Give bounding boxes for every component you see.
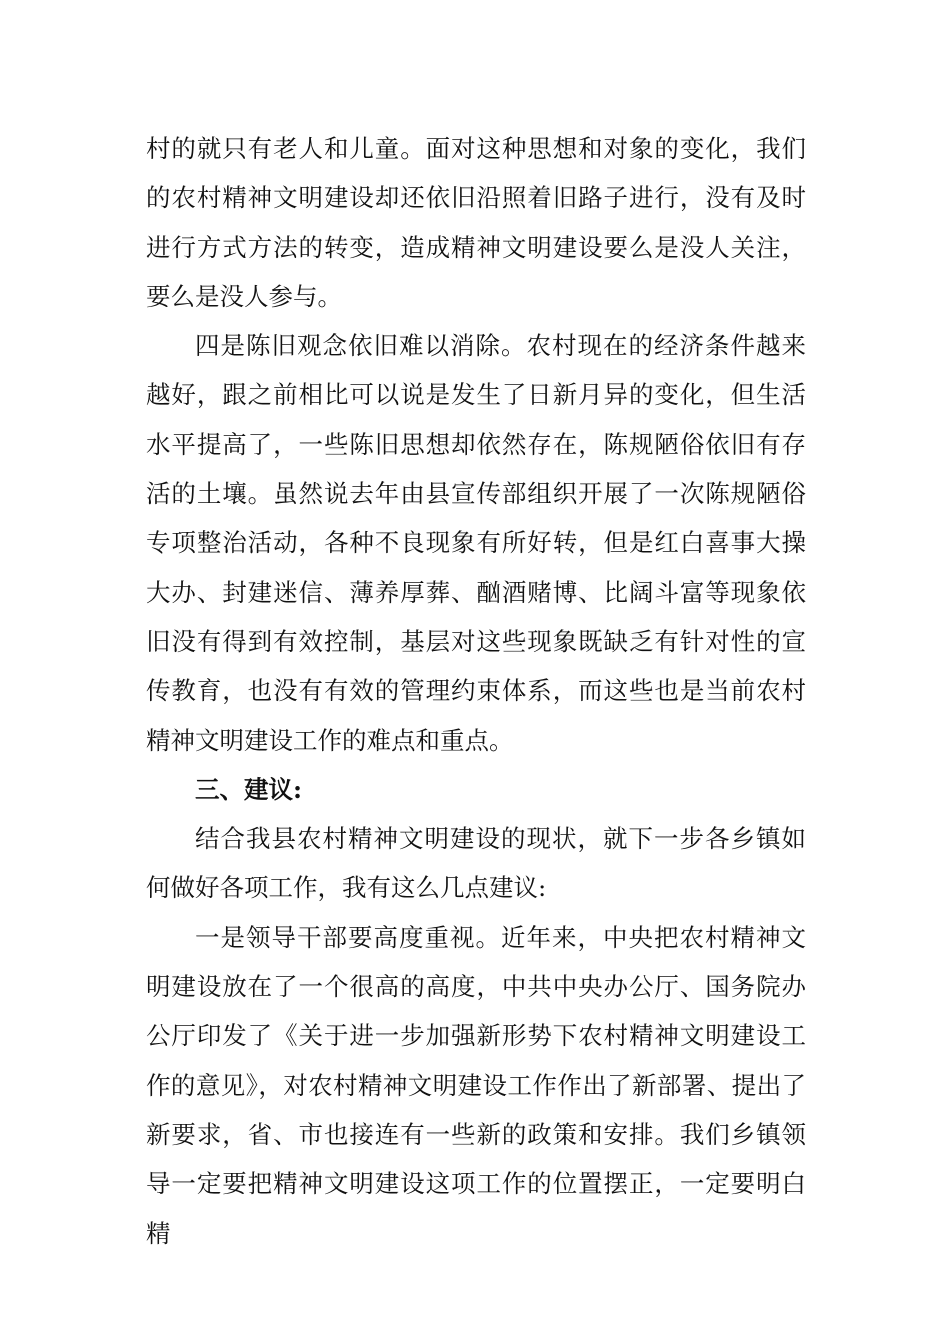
paragraph-continuation: 村的就只有老人和儿童。面对这种思想和对象的变化，我们的农村精神文明建设却还依旧沿照着旧路子进行，没有及时进行方式方法的转变，造成精神文明建设要么是没人关注，要么是没人参与。 [146, 134, 806, 311]
paragraph-point-four: 四是陈旧观念依旧难以消除。农村现在的经济条件越来越好，跟之前相比可以说是发生了日新月异的变化，但生活水平提高了，一些陈旧思想却依然存在，陈规陋俗依旧有存活的土壤。虽然说去年由县宣传部组织开展了一次陈规陋俗专项整治活动，各种不良现象有所好转，但是红白喜事大操大办、封建迷信、薄养厚葬、酗酒赌博、比阔斗富等现象依旧没有得到有效控制，基层对这些现象既缺乏有针对性的宣传教育，也没有有效的管理约束体系，而这些也是当前农村精神文明建设工作的难点和重点。 [146, 331, 806, 755]
paragraph-suggestions-intro: 结合我县农村精神文明建设的现状，就下一步各乡镇如何做好各项工作，我有这么几点建议: [146, 824, 806, 903]
document-body [146, 124, 806, 1258]
paragraph-point-one: 一是领导干部要高度重视。近年来，中央把农村精神文明建设放在了一个很高的高度，中共中央办公厅、国务院办公厅印发了《关于进一步加强新形势下农村精神文明建设工作的意见》，对农村精神文明建设工作作出了新部署、提出了新要求，省、市也接连有一些新的政策和安排。我们乡镇领导一定要把精神文明建设这项工作的位置摆正，一定要明白精 [146, 922, 806, 1248]
section-heading-suggestions: 三、建议: [195, 774, 303, 804]
